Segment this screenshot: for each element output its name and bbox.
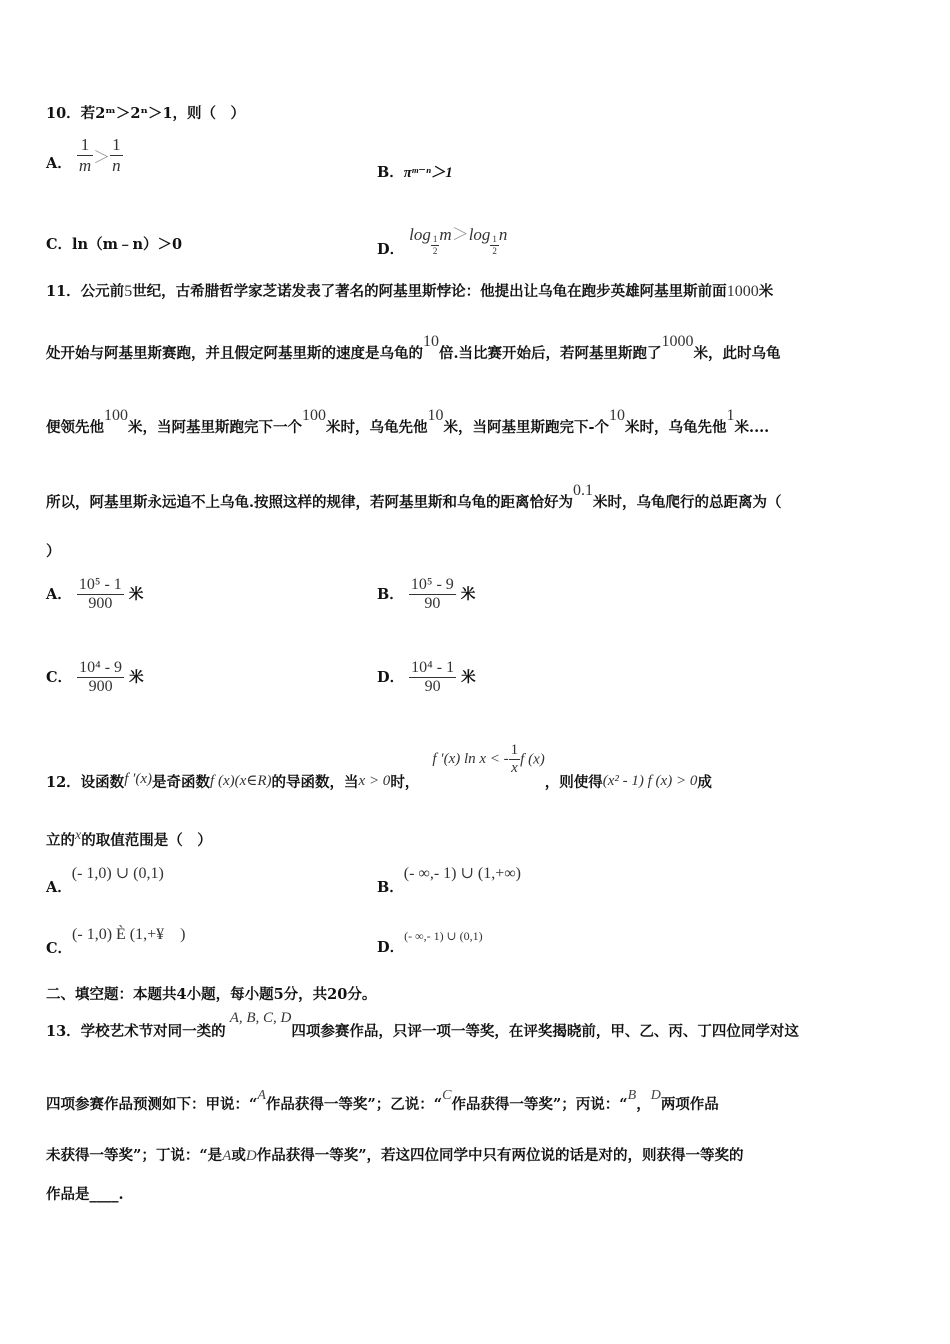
q11-line1: 11．公元前5世纪，古希腊哲学家芝诺发表了著名的阿基里斯悖论：他提出让乌龟在跑步英雄阿基里斯前面1000米 <box>46 283 774 300</box>
q12-option-c[interactable]: C．(- 1,0) È (1,+¥ ) <box>46 926 186 957</box>
q11-option-a[interactable]: A． $\frac{\text{10⁵ - 1}}{900}$ 米 <box>46 576 144 612</box>
q11-option-c[interactable]: C． $\frac{\text{10⁴ - 9}}{900}$ 米 <box>46 659 144 695</box>
q11-line2: 处开始与阿基里斯赛跑，并且假定阿基里斯的速度是乌龟的10倍.当比赛开始后，若阿基里斯跑了1000米，此时乌龟 <box>46 333 781 362</box>
q11-option-d[interactable]: D． $\frac{\text{10⁴ - 1}}{90}$ 米 <box>377 659 476 695</box>
q11-line4: 所以，阿基里斯永远追不上乌龟.按照这样的规律，若阿基里斯和乌龟的距离恰好为0.1米时，乌龟爬行的总距离为（ <box>46 482 782 511</box>
q10-option-a[interactable]: A． $\frac{1}{m}$ ＞ $\frac{1}{n}$ <box>46 135 121 175</box>
q10-d-base1: $\frac{1}{2}$ <box>432 233 438 256</box>
q10-a-frac1: $\frac{1}{m}$ <box>78 135 92 175</box>
q13-line3: 未获得一等奖”；丁说：“是A或D作品获得一等奖”，若这四位同学中只有两位说的话是对的，则获得一等奖的 <box>46 1147 744 1164</box>
q13-line4: 作品是____. <box>46 1186 124 1203</box>
q11-option-b[interactable]: B． $\frac{\text{10⁵ - 9}}{90}$ 米 <box>377 576 476 612</box>
q10-option-b[interactable]: B．πᵐ⁻ⁿ＞1 <box>377 164 453 181</box>
section-heading: 二、填空题：本题共4小题，每小题5分，共20分。 <box>46 986 377 1003</box>
q12-option-b[interactable]: B．(- ∞,- 1) ∪ (1,+∞) <box>377 865 521 896</box>
q12-option-a[interactable]: A．(- 1,0) ∪ (0,1) <box>46 865 164 896</box>
q12-option-d[interactable]: D．(- ∞,- 1) ∪ (0,1) <box>377 929 483 956</box>
q10-a-frac2: $\frac{1}{n}$ <box>112 135 121 175</box>
q12-line2: 立的x的取值范围是（ ） <box>46 828 212 849</box>
q11-line3: 便领先他100米，当阿基里斯跑完下一个100米时，乌龟先他10米，当阿基里斯跑完下-个10米时，乌龟先他1米.... <box>46 407 770 436</box>
q12-line1: 12．设函数f ′(x)是奇函数f (x)(x∈R)的导函数，当x > 0时， f ′(x) ln x < - $\frac{1}{x}$ f (x)，则使得(x² - 1) f (x) > 0成 <box>46 742 712 792</box>
q11-line5: ） <box>46 543 61 560</box>
q10-option-c[interactable]: C．ln（m﹣n）＞0 <box>46 236 183 253</box>
q13-line2: 四项参赛作品预测如下：甲说：“A作品获得一等奖”；乙说：“C作品获得一等奖”；丙说：“B，D两项作品 <box>46 1088 719 1113</box>
q10-stem: 10．若2ᵐ＞2ⁿ＞1，则（ ） <box>46 105 246 122</box>
q10-option-d[interactable]: D． log $\frac{1}{2}$ m＞log $\frac{1}{2}$ n <box>377 225 508 258</box>
q10-d-base2: $\frac{1}{2}$ <box>492 233 497 256</box>
q13-line1: 13．学校艺术节对同一类的A, B, C, D四项参赛作品，只评一项一等奖，在评奖揭晓前，甲、乙、丙、丁四位同学对这 <box>46 1010 799 1040</box>
